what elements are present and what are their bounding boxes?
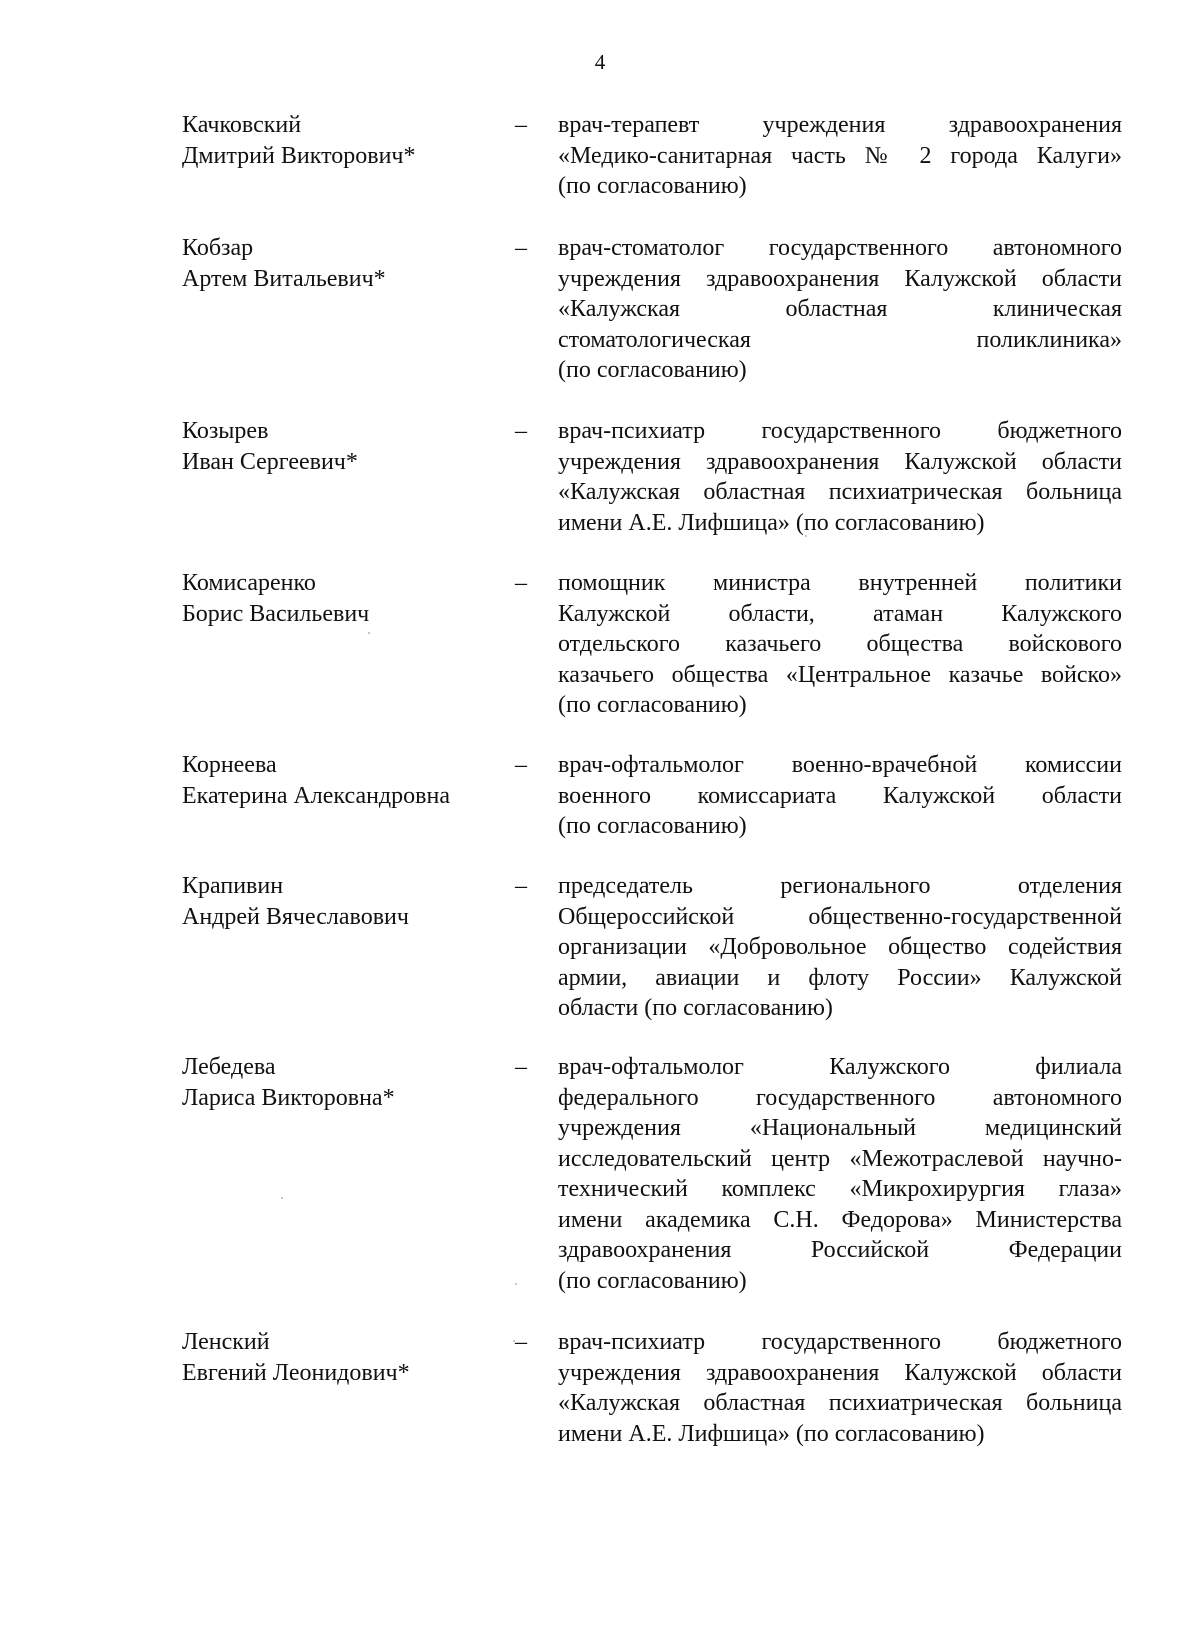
- member-surname: Лебедева: [182, 1054, 276, 1080]
- position-line: председатель регионального отделения: [558, 873, 1122, 899]
- position-line: «Калужская областная клиническая: [558, 296, 1122, 322]
- position-line: имени академика С.Н. Федорова» Министерства: [558, 1206, 1122, 1233]
- member-name: [182, 568, 512, 629]
- member-position: [558, 416, 1122, 538]
- member-given-names: Евгений Леонидович*: [182, 1359, 410, 1386]
- position-line: (по согласованию): [558, 692, 747, 718]
- separator-dash: –: [515, 1054, 527, 1080]
- member-name: [182, 750, 512, 811]
- page-number: 4: [594, 50, 606, 74]
- member-name: [182, 416, 512, 477]
- member-name: [182, 1327, 512, 1388]
- position-line: «Калужская областная психиатрическая больница: [558, 1390, 1122, 1416]
- member-surname: Козырев: [182, 418, 269, 444]
- position-line: технический комплекс «Микрохирургия глаза»: [558, 1176, 1122, 1202]
- member-surname: Ленский: [182, 1329, 270, 1355]
- position-line: исследовательский центр «Межотраслевой научно-: [558, 1145, 1122, 1172]
- separator-dash: –: [515, 418, 527, 444]
- member-name: [182, 871, 512, 932]
- position-line: врач-терапевт учреждения здравоохранения: [558, 112, 1122, 138]
- position-line: имени А.Е. Лифшица» (по согласованию): [558, 1420, 985, 1447]
- scan-speck: [515, 1283, 517, 1285]
- member-position: [558, 568, 1122, 721]
- member-surname: Качковский: [182, 112, 302, 138]
- position-line: «Калужская областная психиатрическая больница: [558, 479, 1122, 505]
- position-line: врач-офтальмолог Калужского филиала: [558, 1054, 1122, 1080]
- member-name: [182, 1052, 512, 1113]
- member-given-names: Иван Сергеевич*: [182, 448, 358, 475]
- position-line: врач-психиатр государственного бюджетного: [558, 1329, 1122, 1355]
- position-line: учреждения здравоохранения Калужской области: [558, 1359, 1122, 1386]
- position-line: имени А.Е. Лифшица» (по согласованию): [558, 509, 985, 536]
- member-surname: Крапивин: [182, 873, 284, 899]
- position-line: «Медико-санитарная часть № 2 города Калуги»: [558, 142, 1122, 169]
- member-name: [182, 110, 512, 171]
- position-line: Общероссийской общественно-государственной: [558, 903, 1122, 930]
- position-line: (по согласованию): [558, 173, 747, 199]
- member-surname: Корнеева: [182, 752, 277, 778]
- member-position: [558, 1327, 1122, 1449]
- position-line: организации «Добровольное общество содействия: [558, 934, 1122, 960]
- position-line: Калужской области, атаман Калужского: [558, 600, 1122, 627]
- scan-speck: [513, 1340, 515, 1342]
- position-line: учреждения здравоохранения Калужской области: [558, 448, 1122, 475]
- position-line: отдельского казачьего общества войскового: [558, 631, 1122, 657]
- separator-dash: –: [515, 752, 527, 778]
- separator-dash: –: [515, 235, 527, 261]
- position-line: учреждения «Национальный медицинский: [558, 1115, 1122, 1141]
- member-given-names: Екатерина Александровна: [182, 782, 450, 809]
- separator-dash: –: [515, 1329, 527, 1355]
- member-position: [558, 871, 1122, 1024]
- member-surname: Комисаренко: [182, 570, 316, 596]
- scan-speck: [281, 1197, 283, 1199]
- member-name: [182, 233, 512, 294]
- position-line: учреждения здравоохранения Калужской области: [558, 265, 1122, 292]
- position-line: (по согласованию): [558, 1267, 747, 1294]
- member-given-names: Борис Васильевич: [182, 600, 370, 627]
- member-given-names: Андрей Вячеславович: [182, 903, 409, 930]
- position-line: стоматологическая поликлиника»: [558, 326, 1122, 353]
- scan-speck: [805, 535, 807, 537]
- member-position: [558, 233, 1122, 386]
- member-surname: Кобзар: [182, 235, 254, 261]
- separator-dash: –: [515, 112, 527, 138]
- position-line: казачьего общества «Центральное казачье войско»: [558, 661, 1122, 688]
- member-position: [558, 750, 1122, 842]
- separator-dash: –: [515, 873, 527, 899]
- position-line: военного комиссариата Калужской области: [558, 782, 1122, 809]
- position-line: врач-психиатр государственного бюджетного: [558, 418, 1122, 444]
- position-line: врач-стоматолог государственного автономного: [558, 235, 1122, 261]
- position-line: здравоохранения Российской Федерации: [558, 1237, 1122, 1263]
- position-line: (по согласованию): [558, 357, 747, 383]
- position-line: области (по согласованию): [558, 995, 833, 1021]
- position-line: (по согласованию): [558, 813, 747, 839]
- position-line: врач-офтальмолог военно-врачебной комиссии: [558, 752, 1122, 778]
- position-line: помощник министра внутренней политики: [558, 570, 1122, 596]
- member-given-names: Дмитрий Викторович*: [182, 142, 416, 169]
- member-given-names: Лариса Викторовна*: [182, 1084, 395, 1111]
- position-line: федерального государственного автономного: [558, 1084, 1122, 1111]
- position-line: армии, авиации и флоту России» Калужской: [558, 964, 1122, 991]
- scan-speck: [368, 632, 370, 634]
- member-position: [558, 110, 1122, 202]
- separator-dash: –: [515, 570, 527, 596]
- member-given-names: Артем Витальевич*: [182, 265, 386, 292]
- member-position: [558, 1052, 1122, 1296]
